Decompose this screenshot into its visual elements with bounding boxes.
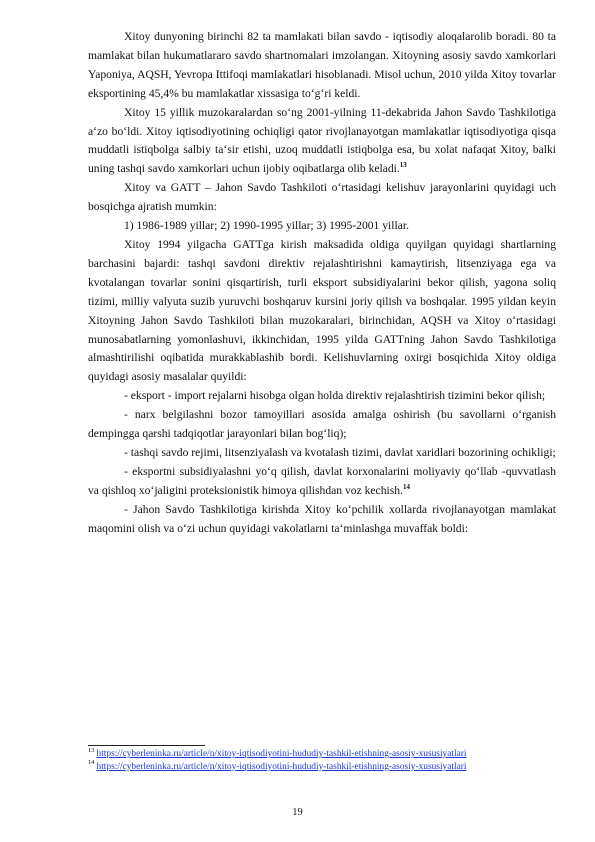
- footnote-14: [88, 761, 556, 774]
- footnotes-section: [88, 745, 556, 773]
- footnote-number: 14: [88, 759, 95, 767]
- footnote-link[interactable]: https://cyberleninka.ru/article/n/xitoy-iqtisodiyotini-hududiy-tashkil-etishning-asosiy-xususiyatlari: [96, 749, 467, 759]
- paragraph-trade-partners: Xitoy dunyoning birinchi 82 ta mamlakati bilan savdo - iqtisodiy aloqalarolib boradi. 80 ta mamlakat bilan hukumatlararo savdo shartnomalari imzolangan. Xitoyning asosiy savdo xamkorlari Yaponiya, AQSH, Yevropa Ittifoqi mamlakatlari hisoblanadi. Misol uchun, 2010 yilda Xitoy tovarlar eksportining 45,4% bu mamlakatlar xissasiga to‘g‘ri keldi.: [88, 30, 556, 100]
- footnote-ref-13[interactable]: 13: [399, 161, 407, 170]
- footnote-link[interactable]: https://cyberleninka.ru/article/n/xitoy-iqtisodiyotini-hududiy-tashkil-etishning-asosiy-xususiyatlari: [96, 761, 467, 772]
- paragraph-gatt-stages-intro: Xitoy va GATT – Jahon Savdo Tashkiloti o‘rtasidagi kelishuv jarayonlarini quyidagi uch bosqichga ajratish mumkin:: [88, 181, 556, 214]
- list-item-developing-status: - Jahon Savdo Tashkilotiga kirishda Xitoy ko‘pchilik xollarda rivojlanayotgan mamlakat maqomini olish va o‘zi uchun quyidagi vakolatlarni ta‘minlashga muvaffak boldi:: [88, 502, 556, 535]
- list-item-export-subsidies: - eksportni subsidiyalashni yo‘q qilish, davlat korxonalarini moliyaviy qo‘llab -quvvatlash va qishloq xo‘jaligini proteksionistik himoya qilishdan voz kechish.$^{14}$: [88, 464, 556, 497]
- paragraph-gatt-conditions: Xitoy 1994 yilgacha GATTga kirish maksadida oldiga quyilgan quyidagi shartlarning barchasini bajardi: tashqi savdoni direktiv rejalashtirishni kamaytirish, litsenziyaga ega va kvotalangan tovarlar sonini qisqartirish, turli eksport subsidiyalarini bekor qilish, yagona soliq tizimi, milliy valyuta suzib yuruvchi boshqaruv kursini joriy qilish va boshqalar. 1995 yildan keyin Xitoyning Jahon Savdo Tashkiloti bilan muzokaralari, birinchidan, AQSH va Xitoy o‘rtasidagi munosabatlarning yomonlashuvi, ikkinchidan, 1995 yilda GATTning Jahon Savdo Tashkilotiga almashtirilishi oqibatida murakkablashib bordi. Kelishuvlarning oxirgi bosqichida Xitoy oldiga quyidagi asosiy masalalar quyildi:: [88, 237, 556, 384]
- footnote-ref-14[interactable]: 14: [402, 482, 410, 491]
- document-body: [88, 28, 556, 538]
- list-item-market-pricing: - narx belgilashni bozor tamoyillari asosida amalga oshirish (bu savollarni o‘rganish dempingga qarshi tadqiqotlar jarayonlari bilan bog‘liq);: [88, 408, 556, 441]
- page-number: 19: [292, 807, 303, 818]
- list-item-directive-planning: - eksport - import rejalarni hisobga olgan holda direktiv rejalashtirish tizimini bekor qilish;: [124, 389, 546, 403]
- paragraph-stage-years: 1) 1986-1989 yillar; 2) 1990-1995 yillar; 3) 1995-2001 yillar.: [124, 219, 409, 233]
- paragraph-wto-accession: Xitoy 15 yillik muzokaralardan so‘ng 2001-yilning 11-dekabrida Jahon Savdo Tashkilotiga a‘zo bo‘ldi. Xitoy iqtisodiyotining ochiqligi qator rivojlanayotgan mamlakatlar iqtisodiyotiga qisqa muddatli istiqbolga salbiy ta‘sir etishi, uzoq muddatli istiqbolga esa, bu xolat nafaqat Xitoy, balki uning tashqi savdo xamkorlari uchun ijobiy oqibatlarga olib keladi.$^{13}$: [88, 105, 556, 176]
- list-item-trade-regime: - tashqi savdo rejimi, litsenziyalash va kvotalash tizimi, davlat xaridlari bozorining ochikligi;: [124, 445, 556, 459]
- footnote-13: [88, 748, 556, 761]
- footnote-number: 13: [88, 746, 95, 754]
- footnote-divider: [88, 745, 205, 746]
